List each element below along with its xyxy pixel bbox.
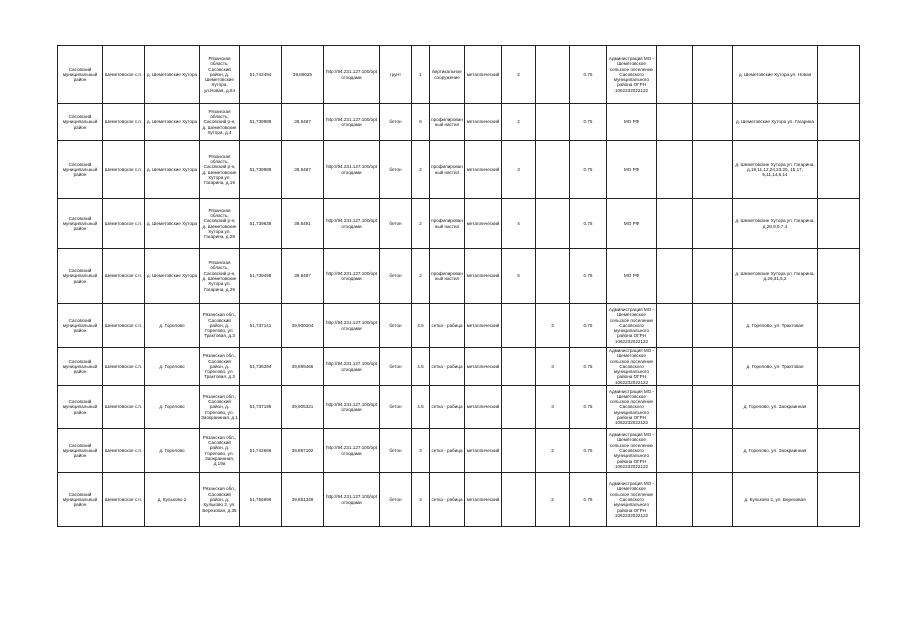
table-cell: 4.5 — [412, 386, 430, 429]
table-row — [58, 386, 860, 429]
table-cell: Администрация МО - Шеметовское сельское поселение Сасовского муниципального района ОГРН 1062232022122 — [607, 304, 657, 348]
table-cell: сетка - рабица — [430, 304, 465, 348]
table-cell: Сасовский муниципальный район — [58, 473, 103, 527]
table-cell: Шеметовское с.п. — [103, 304, 145, 348]
table-cell: бетон — [380, 199, 412, 249]
table-cell: Рязанская область, Сасовский р-н, д. Шеметовские Хутора ул. Гагарина, д.28 — [200, 199, 240, 249]
table-cell: 2 — [502, 104, 536, 141]
table-cell: Рязанская обл., Сасовский район, д. Горелово, ул. Заокраинная, д.1 — [200, 386, 240, 429]
table-cell: Сасовский муниципальный район — [58, 46, 103, 104]
table-cell: http://94.231.127.100/opt отходами — [324, 304, 380, 348]
table-cell: 51,739989 — [240, 104, 282, 141]
table-cell: МО РФ — [607, 104, 657, 141]
table-cell: Рязанская обл., Сасовский район, д. Горелово, ул. Трактовая, д.3 — [200, 348, 240, 386]
table-cell: 51,742666 — [240, 429, 282, 473]
table-cell: бетон — [380, 104, 412, 141]
table-cell: 4.5 — [412, 348, 430, 386]
table-cell: бетон — [380, 141, 412, 199]
table-cell: металлический — [465, 348, 502, 386]
table-cell: 0.75 — [570, 199, 607, 249]
table-row — [58, 473, 860, 527]
table-cell: 39,8487 — [282, 249, 324, 304]
table-cell — [693, 104, 733, 141]
table-cell — [657, 104, 693, 141]
table-cell: Рязанская область, Сасовский район, д. Шеметовские Хутора, ул.Новая, д.54 — [200, 46, 240, 104]
table-cell: д. Шеметовские Хутора ул. Гагарина, д.28,9,6,7,4 — [733, 199, 818, 249]
table-cell — [693, 141, 733, 199]
table-cell — [818, 429, 860, 473]
table-cell: http://94.231.127.100/opt отходами — [324, 104, 380, 141]
table-cell: 3 — [502, 141, 536, 199]
table-cell — [657, 348, 693, 386]
table-cell: 3 — [536, 348, 570, 386]
table-row — [58, 141, 860, 199]
table-cell: http://94.231.127.100/opt отходами — [324, 386, 380, 429]
table-cell: д. Кульково 2, ул. Березовая — [733, 473, 818, 527]
table-cell: профилированный настил — [430, 104, 465, 141]
table-cell: Шеметовское с.п. — [103, 46, 145, 104]
table-cell: д. Кульково 2 — [145, 473, 200, 527]
table-cell: 51,742494 — [240, 46, 282, 104]
table-cell: Рязанская обл., Сасовский район, д. Кульково 2, ул. Березовая, д.35 — [200, 473, 240, 527]
table-cell: металлический — [465, 104, 502, 141]
table-cell — [818, 304, 860, 348]
table-cell: Шеметовское с.п. — [103, 473, 145, 527]
table-cell — [536, 199, 570, 249]
table-cell — [657, 199, 693, 249]
table-cell: д. Шеметовские Хутора ул. Новая — [733, 46, 818, 104]
table-cell — [657, 304, 693, 348]
table-cell: МО РФ — [607, 141, 657, 199]
table-cell: 3 — [412, 473, 430, 527]
table-cell: бетон — [380, 473, 412, 527]
table-cell — [657, 249, 693, 304]
table-cell: вертикальное сооружение — [430, 46, 465, 104]
table-cell: сетка - рабица — [430, 348, 465, 386]
table-cell: профилированный настил — [430, 141, 465, 199]
table-cell: 0.75 — [570, 46, 607, 104]
table-row — [58, 348, 860, 386]
table-cell: Сасовский муниципальный район — [58, 104, 103, 141]
table-cell: профилированный настил — [430, 249, 465, 304]
table-cell: Сасовский муниципальный район — [58, 386, 103, 429]
table-cell: 6 — [412, 104, 430, 141]
table-cell — [818, 249, 860, 304]
table-cell: д. Горелово, ул. Заокраинная — [733, 429, 818, 473]
table-cell: 1 — [412, 46, 430, 104]
table-cell: 0.75 — [570, 304, 607, 348]
table-cell — [536, 141, 570, 199]
table-cell: 0.75 — [570, 386, 607, 429]
table-cell: д. Шеметовские Хутора — [145, 199, 200, 249]
table-cell: Шеметовское с.п. — [103, 386, 145, 429]
table-cell: 2 — [412, 249, 430, 304]
table-cell: 39,897102 — [282, 429, 324, 473]
table-cell: 51,737195 — [240, 386, 282, 429]
table-cell: д. Горелово — [145, 429, 200, 473]
table-cell: 2 — [536, 429, 570, 473]
table-cell: http://94.231.127.100/opt отходами — [324, 249, 380, 304]
table-cell: сетка - рабица — [430, 386, 465, 429]
table-cell: МО РФ — [607, 199, 657, 249]
table-cell: д. Шеметовские Хутора ул. Гагарина, д.19,11,12,24,23,25, 15,17, 5,11,14,6,14 — [733, 141, 818, 199]
table-cell: д. Шеметовские Хутора — [145, 249, 200, 304]
table-cell: 0.75 — [570, 429, 607, 473]
table-cell — [657, 46, 693, 104]
table-cell: металлический — [465, 473, 502, 527]
table-cell: 39,89025 — [282, 46, 324, 104]
table-cell: металлический — [465, 386, 502, 429]
table-cell: 51,739989 — [240, 141, 282, 199]
table-cell — [818, 473, 860, 527]
table-cell: д. Шеметовские Хутора — [145, 104, 200, 141]
table-cell — [693, 473, 733, 527]
table-cell — [818, 141, 860, 199]
table-cell: 4 — [502, 199, 536, 249]
table-cell: Администрация МО - Шеметовское сельское поселение Сасовского муниципального района ОГРН 1062232022122 — [607, 386, 657, 429]
table-cell: 4.5 — [412, 304, 430, 348]
table-cell: Сасовский муниципальный район — [58, 141, 103, 199]
table-cell: Администрация МО - Шеметовское сельское поселение Сасовского муниципального района ОГРН 1062232022122 — [607, 473, 657, 527]
table-cell: д. Горелово — [145, 348, 200, 386]
table-row — [58, 199, 860, 249]
table-cell: металлический — [465, 46, 502, 104]
table-cell — [818, 46, 860, 104]
table-cell — [693, 386, 733, 429]
table-cell — [657, 386, 693, 429]
table-cell: 3 — [536, 386, 570, 429]
table-row — [58, 429, 860, 473]
table-cell — [818, 104, 860, 141]
table-cell — [502, 473, 536, 527]
table-cell: 0.75 — [570, 104, 607, 141]
table-cell: д. Горелово — [145, 304, 200, 348]
table-cell: МО РФ — [607, 249, 657, 304]
table-cell — [502, 348, 536, 386]
table-cell: Шеметовское с.п. — [103, 104, 145, 141]
table-cell: профилированный настил — [430, 199, 465, 249]
table-cell: 51,737141 — [240, 304, 282, 348]
table-cell — [657, 429, 693, 473]
table-cell: металлический — [465, 141, 502, 199]
table-cell — [536, 104, 570, 141]
table-cell: бетон — [380, 348, 412, 386]
table-cell: металлический — [465, 304, 502, 348]
table-cell: 3 — [412, 429, 430, 473]
table-cell: д. Горелово — [145, 386, 200, 429]
table-cell: 2 — [412, 199, 430, 249]
table-cell: Рязанская область, Сасовский р-н, д. Шеметовские Хутора ул. Гагарина, д.19 — [200, 141, 240, 199]
table-cell: металлический — [465, 199, 502, 249]
table-cell: бетон — [380, 429, 412, 473]
table-cell: 39,8487 — [282, 141, 324, 199]
table-cell: http://94.231.127.100/opt отходами — [324, 348, 380, 386]
table-cell: Администрация МО - Шеметовское сельское поселение Сасовского муниципального района ОГРН 1062232022122 — [607, 46, 657, 104]
table-cell: 39,8487 — [282, 104, 324, 141]
table-cell: Рязанская область, Сасовский р-н, д. Шеметовские Хутора ул. Гагарина, д.29 — [200, 249, 240, 304]
table-cell — [657, 141, 693, 199]
table-row — [58, 249, 860, 304]
table-cell: 51,739638 — [240, 199, 282, 249]
table-cell: 39,8491 — [282, 199, 324, 249]
data-table — [57, 45, 860, 527]
table-cell: Шеметовское с.п. — [103, 199, 145, 249]
table-cell: д. Горелово, ул. Трактовая — [733, 348, 818, 386]
table-cell: 51,739498 — [240, 249, 282, 304]
table-cell: д. Шеметовские Хутора — [145, 46, 200, 104]
table-cell: Шеметовское с.п. — [103, 429, 145, 473]
table-cell: Сасовский муниципальный район — [58, 249, 103, 304]
table-row — [58, 46, 860, 104]
table-cell — [693, 304, 733, 348]
table-cell: http://94.231.127.100/opt отходами — [324, 473, 380, 527]
table-cell: Шеметовское с.п. — [103, 141, 145, 199]
table-cell: 51,756696 — [240, 473, 282, 527]
table-row — [58, 104, 860, 141]
table-cell: грунт — [380, 46, 412, 104]
table-cell: сетка - рабица — [430, 429, 465, 473]
table-cell — [502, 429, 536, 473]
table-cell: http://94.231.127.100/opt отходами — [324, 199, 380, 249]
table-row — [58, 304, 860, 348]
table-cell: 5 — [502, 249, 536, 304]
table-cell: 39,905321 — [282, 386, 324, 429]
table-cell: 0.75 — [570, 141, 607, 199]
table-cell — [818, 386, 860, 429]
table-cell — [536, 249, 570, 304]
table-cell: Рязанская обл., Сасовский район, д. Горелово, ул. Трактовая, д.3 — [200, 304, 240, 348]
table-cell: Администрация МО - Шеметовское сельское поселение Сасовского муниципального района ОГРН 1062232022122 — [607, 348, 657, 386]
table-cell: сетка - рабица — [430, 473, 465, 527]
table-cell: бетон — [380, 386, 412, 429]
table-cell: 0.75 — [570, 473, 607, 527]
table-cell: металлический — [465, 249, 502, 304]
table-cell: Рязанская обл., Сасовский район, д. Горелово, ул. Заокраинная, д.19а — [200, 429, 240, 473]
table-cell: 0.75 — [570, 249, 607, 304]
table-cell — [657, 473, 693, 527]
table-cell — [818, 348, 860, 386]
table-cell: бетон — [380, 249, 412, 304]
table-cell: Сасовский муниципальный район — [58, 199, 103, 249]
table-cell: 39,900204 — [282, 304, 324, 348]
table-cell — [502, 304, 536, 348]
table-cell — [693, 249, 733, 304]
table-cell — [693, 199, 733, 249]
table-cell — [502, 386, 536, 429]
table-cell: Сасовский муниципальный район — [58, 429, 103, 473]
table-cell: д. Шеметовские Хутора ул. Гагарина — [733, 104, 818, 141]
table-cell — [536, 46, 570, 104]
table-cell: Администрация МО - Шеметовское сельское поселение Сасовского муниципального района ОГРН 1062232022122 — [607, 429, 657, 473]
table-cell: д. Горелово, ул. Заокраинная — [733, 386, 818, 429]
table-cell: 39,851349 — [282, 473, 324, 527]
table-cell: http://94.231.127.100/opt отходами — [324, 429, 380, 473]
table-cell: 0.75 — [570, 348, 607, 386]
table-cell: бетон — [380, 304, 412, 348]
table-cell: 51,736394 — [240, 348, 282, 386]
table-cell: Шеметовское с.п. — [103, 348, 145, 386]
table-cell: 2 — [502, 46, 536, 104]
table-cell: д. Шеметовские Хутора — [145, 141, 200, 199]
table-cell — [693, 429, 733, 473]
table-cell: 3 — [536, 304, 570, 348]
table-cell: д. Горелово, ул. Трактовая — [733, 304, 818, 348]
table-cell: металлический — [465, 429, 502, 473]
table-cell: Рязанская область, Сасовский р-н, д. Шеметовские Хутора, д.4 — [200, 104, 240, 141]
table-cell: http://94.231.127.100/opt отходами — [324, 141, 380, 199]
table-cell: Шеметовское с.п. — [103, 249, 145, 304]
table-cell — [693, 348, 733, 386]
table-cell: д. Шеметовские Хутора ул. Гагарина, д.29,31,5,2 — [733, 249, 818, 304]
table-cell: 2 — [412, 141, 430, 199]
table-cell: Сасовский муниципальный район — [58, 304, 103, 348]
table-cell: http://94.231.127.100/opt отходами — [324, 46, 380, 104]
table-cell: 2 — [536, 473, 570, 527]
table-cell: Сасовский муниципальный район — [58, 348, 103, 386]
table-cell: 39,899466 — [282, 348, 324, 386]
table-cell — [693, 46, 733, 104]
table-cell — [818, 199, 860, 249]
